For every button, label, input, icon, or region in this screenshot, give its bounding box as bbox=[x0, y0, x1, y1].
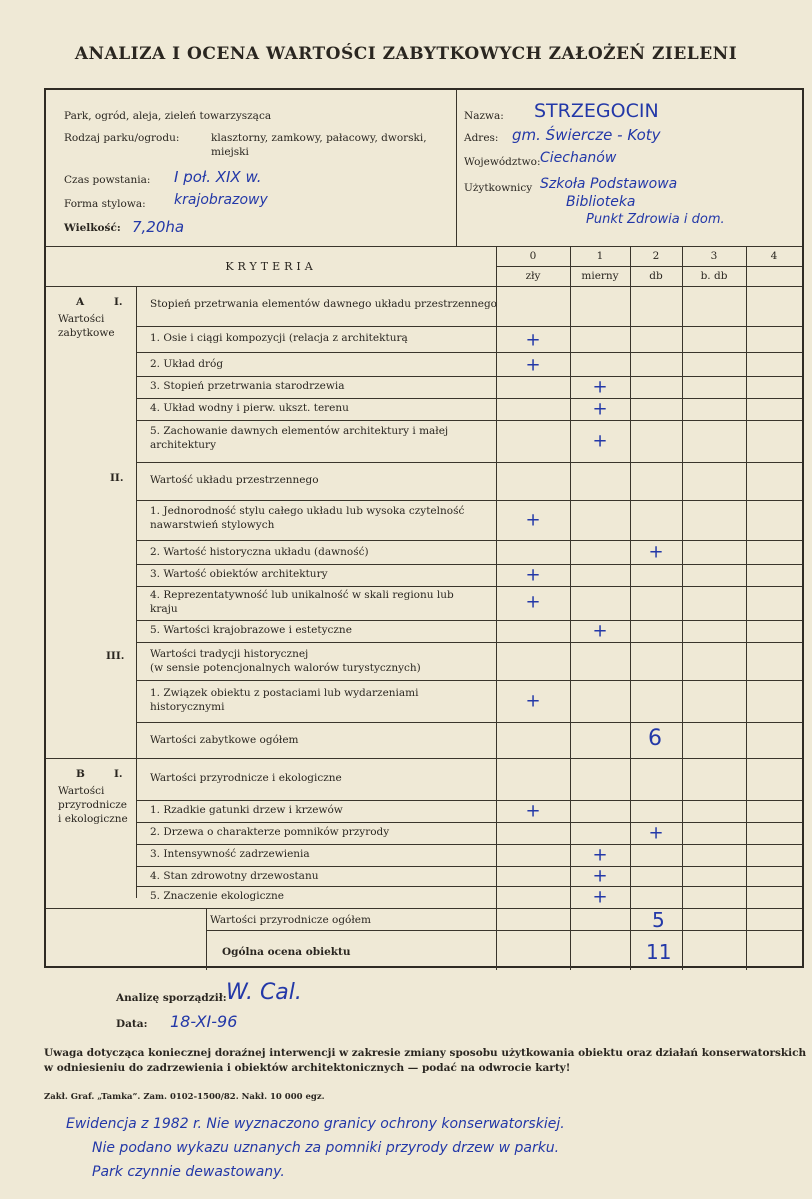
score-mark: + bbox=[648, 541, 664, 563]
section-a-iii: III. bbox=[106, 650, 125, 662]
print-info: Zakł. Graf. „Tamka”. Zam. 0102-1500/82. Nakł. 10 000 egz. bbox=[44, 1092, 325, 1102]
score-mark: + bbox=[592, 620, 608, 642]
score-label-3: b. db bbox=[700, 270, 728, 282]
score-mark: + bbox=[525, 591, 541, 613]
uzytk-value-1: Szkoła Podstawowa bbox=[540, 176, 678, 192]
score-label-1: mierny bbox=[581, 270, 619, 282]
data-label: Data: bbox=[116, 1018, 148, 1030]
score-label-2: db bbox=[649, 270, 663, 282]
rodzaj-options: klasztorny, zamkowy, pałacowy, dworski, bbox=[211, 132, 427, 144]
score-mark: + bbox=[525, 800, 541, 822]
section-a-label: Wartości zabytkowe bbox=[58, 313, 115, 339]
row-label: 1. Związek obiektu z postaciami lub wydarzeniami historycznymi bbox=[150, 687, 419, 713]
uzytk-value-3: Punkt Zdrowia i dom. bbox=[586, 212, 725, 227]
score-4: 4 bbox=[770, 250, 778, 262]
analize-label: Analizę sporządził: bbox=[116, 992, 227, 1004]
score-2: 2 bbox=[652, 250, 660, 262]
nazwa-label: Nazwa: bbox=[464, 110, 504, 122]
score-1: 1 bbox=[596, 250, 604, 262]
section-a-ii: II. bbox=[110, 472, 124, 484]
data-value: 18-XI-96 bbox=[170, 1012, 238, 1031]
row-label: 2. Drzewa o charakterze pomników przyrody bbox=[150, 826, 390, 838]
section-a-ii-title: Wartość układu przestrzennego bbox=[150, 474, 319, 486]
section-a-i-title: Stopień przetrwania elementów dawnego układu przestrzennego bbox=[150, 298, 497, 310]
a-total-label: Wartości zabytkowe ogółem bbox=[150, 734, 299, 746]
section-a-letter: A bbox=[76, 296, 85, 308]
score-mark: + bbox=[592, 430, 608, 452]
rodzaj-options-2: miejski bbox=[211, 146, 249, 158]
row-label: 4. Reprezentatywność lub unikalność w skali regionu lub kraju bbox=[150, 589, 454, 615]
score-0: 0 bbox=[529, 250, 537, 262]
score-mark: + bbox=[648, 822, 664, 844]
section-b-i: I. bbox=[114, 768, 123, 780]
page-title: ANALIZA I OCENA WARTOŚCI ZABYTKOWYCH ZAŁOŻEŃ ZIELENI bbox=[74, 44, 738, 64]
row-label: 3. Wartość obiektów architektury bbox=[150, 568, 328, 580]
score-mark: + bbox=[592, 398, 608, 420]
row-label: 5. Zachowanie dawnych elementów architektury i małej architektury bbox=[150, 425, 449, 451]
note-line-2: Nie podano wykazu uznanych za pomniki przyrody drzew w parku. bbox=[92, 1140, 560, 1156]
score-3: 3 bbox=[710, 250, 718, 262]
row-label: 1. Rzadkie gatunki drzew i krzewów bbox=[150, 804, 343, 816]
woj-value: Ciechanów bbox=[540, 150, 617, 166]
a-total-value: 6 bbox=[648, 726, 662, 751]
park-type-line: Park, ogród, aleja, zieleń towarzysząca bbox=[64, 110, 272, 122]
wielkosc-value: 7,20ha bbox=[132, 218, 185, 236]
score-mark: + bbox=[525, 354, 541, 376]
row-label: 1. Jednorodność stylu całego układu lub wysoka czytelność nawarstwień stylowych bbox=[150, 505, 465, 531]
forma-value: krajobrazowy bbox=[174, 192, 268, 208]
score-mark: + bbox=[525, 690, 541, 712]
row-label: 2. Układ dróg bbox=[150, 358, 224, 370]
row-label: 5. Wartości krajobrazowe i estetyczne bbox=[150, 624, 352, 636]
section-b-label: Wartości przyrodnicze i ekologiczne bbox=[58, 785, 128, 825]
woj-label: Województwo: bbox=[464, 156, 541, 168]
evaluation-form bbox=[44, 88, 804, 968]
adres-value: gm. Świercze - Koty bbox=[512, 126, 661, 144]
rodzaj-label: Rodzaj parku/ogrodu: bbox=[64, 132, 180, 144]
row-label: 4. Układ wodny i pierw. ukszt. terenu bbox=[150, 402, 349, 414]
row-label: 5. Znaczenie ekologiczne bbox=[150, 890, 285, 902]
score-label-0: zły bbox=[525, 270, 541, 282]
row-label: 1. Osie i ciągi kompozycji (relacja z architekturą bbox=[150, 332, 408, 344]
score-mark: + bbox=[592, 844, 608, 866]
analize-signature: W. Cal. bbox=[226, 980, 302, 1005]
section-a-iii-title-2: (w sensie potencjonalnych walorów turystycznych) bbox=[150, 662, 421, 674]
score-mark: + bbox=[592, 376, 608, 398]
czas-label: Czas powstania: bbox=[64, 174, 151, 186]
row-label: 2. Wartość historyczna układu (dawność) bbox=[150, 546, 369, 558]
score-mark: + bbox=[525, 509, 541, 531]
score-mark: + bbox=[525, 564, 541, 586]
uzytk-label: Użytkownicy bbox=[464, 182, 533, 194]
note-line-1: Ewidencja z 1982 r. Nie wyznaczono granicy ochrony konserwatorskiej. bbox=[66, 1116, 565, 1132]
section-a-iii-title-1: Wartości tradycji historycznej bbox=[150, 648, 309, 660]
score-mark: + bbox=[592, 886, 608, 908]
section-a-i: I. bbox=[114, 296, 123, 308]
row-label: 3. Stopień przetrwania starodrzewia bbox=[150, 380, 345, 392]
adres-label: Adres: bbox=[464, 132, 499, 144]
forma-label: Forma stylowa: bbox=[64, 198, 146, 210]
b-total-value: 5 bbox=[652, 908, 665, 932]
score-mark: + bbox=[525, 329, 541, 351]
section-b-letter: B bbox=[76, 768, 85, 780]
czas-value: I poł. XIX w. bbox=[174, 168, 262, 186]
section-b-i-title: Wartości przyrodnicze i ekologiczne bbox=[150, 772, 342, 784]
b-total-label: Wartości przyrodnicze ogółem bbox=[210, 914, 371, 926]
uzytk-value-2: Biblioteka bbox=[566, 194, 636, 210]
score-mark: + bbox=[592, 865, 608, 887]
overall-label: Ogólna ocena obiektu bbox=[222, 946, 351, 958]
row-label: 4. Stan zdrowotny drzewostanu bbox=[150, 870, 319, 882]
overall-value: 11 bbox=[646, 940, 672, 964]
uwaga-note: Uwaga dotycząca koniecznej doraźnej interwencji w zakresie zmiany sposobu użytkowania obiektu oraz działań konserwatorskich w odniesieniu do zadrzewienia i obiektów architektonicznych — podać na odwrocie karty! bbox=[44, 1047, 807, 1074]
nazwa-value: STRZEGOCIN bbox=[534, 100, 659, 122]
criteria-heading: KRYTERIA bbox=[225, 260, 317, 273]
wielkosc-label: Wielkość: bbox=[64, 222, 121, 234]
note-line-3: Park czynnie dewastowany. bbox=[92, 1164, 285, 1180]
row-label: 3. Intensywność zadrzewienia bbox=[150, 848, 310, 860]
